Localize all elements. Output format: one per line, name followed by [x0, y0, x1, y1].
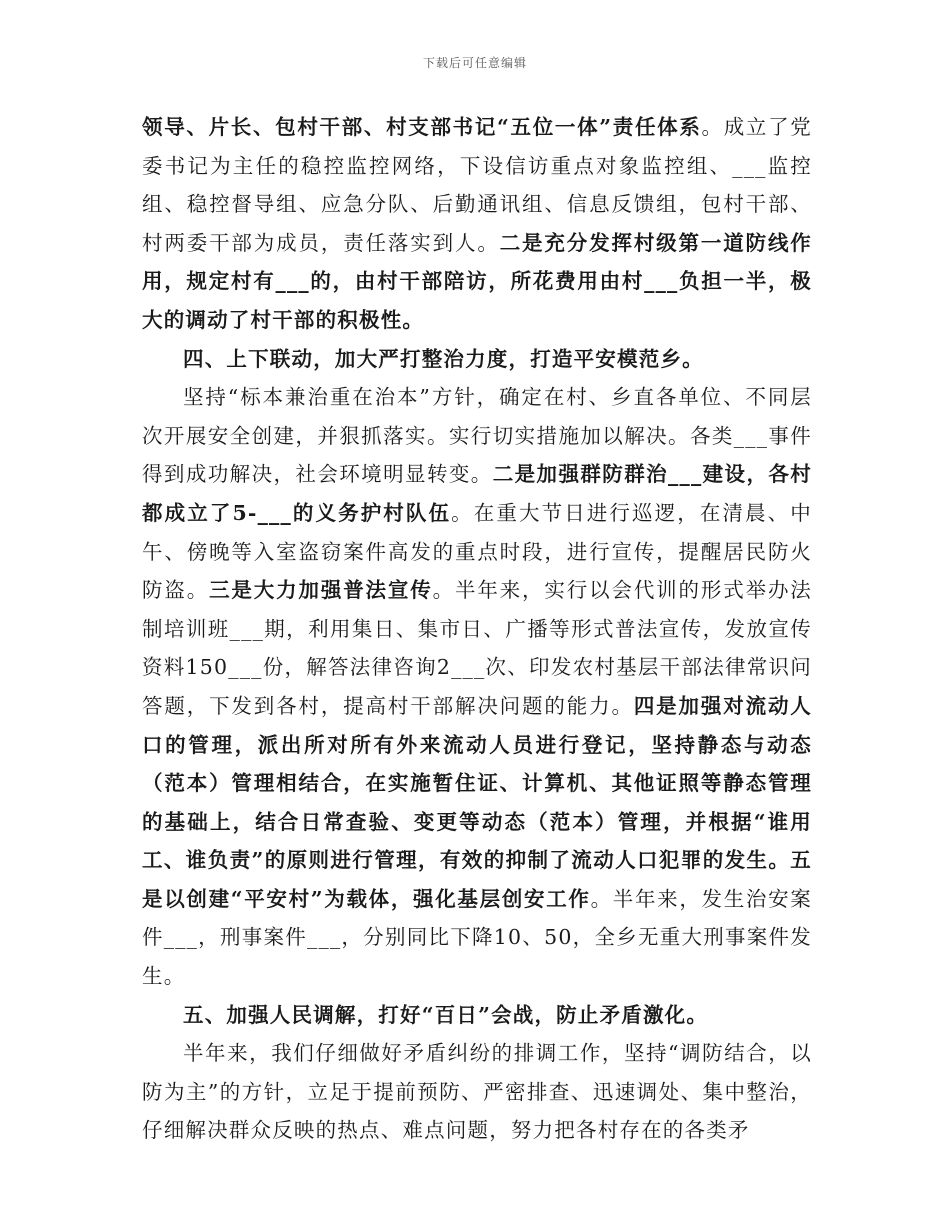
- section-heading-4: [142, 340, 812, 379]
- paragraph-3: [142, 378, 812, 996]
- page-header: 下载后可任意编辑: [422, 56, 527, 70]
- heading-text: 四、上下联动，加大严打整治力度，打造平安模范乡。: [183, 346, 704, 371]
- text-run: 四是加强对流动人口的管理，派出所对所有外来流动人员进行登记，坚持静态与动态（范本）管理相结合，在实施暂住证、计算机、其他证照等静态管理的基础上，结合日常查验、变更等动态（范本）管理，并根据“谁用工、谁负责”的原则进行管理，有效的抑制了流动人口犯罪的发生。五是以创建“平安村”为载体，强化基层创安工作: [142, 693, 812, 911]
- paragraph-1: [142, 108, 812, 340]
- text-run: 。成立了党委书记为主任的稳控监控网络，下设信访重点对象监控组、___监控组、稳控督导组、应急分队、后勤通讯组、信息反馈组，包村干部、村两委干部为成员，责任落实到人。: [142, 115, 812, 255]
- text-run: 三是大力加强普法宣传: [209, 578, 433, 603]
- text-run: 坚持“标本兼治重在治本”方针，确定在村、乡直各单位、不同层次开展安全创建，并狠抓落实。实行切实措施加以解决。各类___事件得到成功解决，社会环境明显转变。: [142, 385, 812, 487]
- text-run: 领导、片长、包村干部、村支部书记“五位一体”责任体系: [142, 115, 702, 139]
- heading-text: 五、加强人民调解，打好“百日”会战，防止矛盾激化。: [183, 1002, 709, 1027]
- text-run: 二是充分发挥村级第一道防线作用，规定村有___的，由村干部陪访，所花费用由村___负担一半，极大的调动了村干部的积极性。: [142, 230, 812, 332]
- text-run: 半年来，我们仔细做好矛盾纠纷的排调工作，坚持“调防结合，以防为主”的方针，立足于提前预防、严密排查、迅速调处、集中整治，仔细解决群众反映的热点、难点问题，努力把各村存在的各类矛: [142, 1041, 812, 1143]
- text-run: 。在重大节日进行巡逻，在清晨、中午、傍晚等入室盗窃案件高发的重点时段，进行宣传，提醒居民防火防盗。: [142, 500, 812, 603]
- text-run: 二是加强群防群治___建设，各村都成立了5-___的义务护村队伍: [142, 462, 812, 525]
- section-heading-5: [142, 996, 812, 1035]
- text-run: 。半年来，发生治安案件___，刑事案件___，分别同比下降10、50，全乡无重大刑事案件发生。: [142, 886, 812, 989]
- paragraph-5: [142, 1034, 812, 1150]
- document-body: [142, 108, 812, 1150]
- text-run: 。半年来，实行以会代训的形式举办法制培训班___期，利用集日、集市日、广播等形式普法宣传，发放宣传资料150___份，解答法律咨询2___次、印发农村基层干部法律常识问答题，下发到各村，提高村干部解决问题的能力。: [142, 578, 812, 718]
